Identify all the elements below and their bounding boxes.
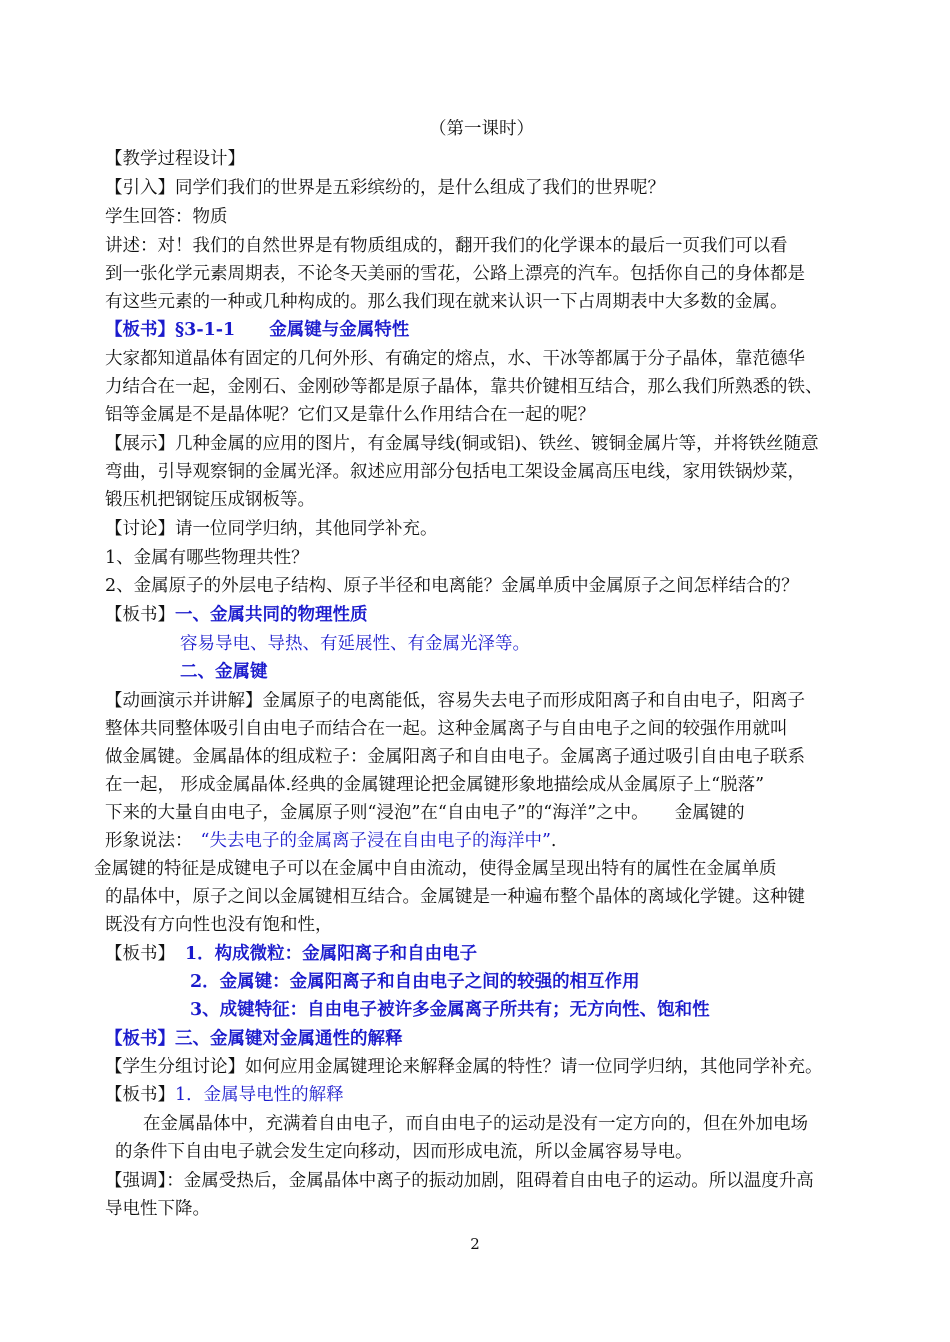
paragraph-line: 既没有方向性也没有饱和性， xyxy=(105,915,333,935)
board-heading: 【板书】§3-1-1 金属键与金属特性 xyxy=(105,320,410,340)
board-line: 二、金属键 xyxy=(180,662,268,682)
paragraph-line: 下来的大量自由电子，金属原子则“浸泡”在“自由电子”的“海洋”之中。 金属键的 xyxy=(105,803,745,823)
board-line: 2．金属键：金属阳离子和自由电子之间的较强的相互作用 xyxy=(190,972,640,992)
paragraph-line: 讲述：对！我们的自然世界是有物质组成的，翻开我们的化学课本的最后一页我们可以看 xyxy=(105,236,788,256)
student-answer: 学生回答：物质 xyxy=(105,207,228,227)
paragraph-line: 【讨论】请一位同学归纳，其他同学补充。 xyxy=(105,519,438,539)
page-number: 2 xyxy=(470,1235,480,1253)
paragraph-line: 形象说法： “失去电子的金属离子浸在自由电子的海洋中”. xyxy=(105,831,557,851)
board-line: 容易导电、导热、有延展性、有金属光泽等。 xyxy=(180,634,530,654)
paragraph-line: 【学生分组讨论】如何应用金属键理论来解释金属的特性？请一位同学归纳，其他同学补充。 xyxy=(105,1057,823,1077)
list-item: 1、金属有哪些物理共性？ xyxy=(105,548,309,568)
paragraph-line: 在一起， 形成金属晶体.经典的金属键理论把金属键形象地描绘成从金属原子上“脱落” xyxy=(105,775,765,795)
list-item: 2、金属原子的外层电子结构、原子半径和电离能？金属单质中金属原子之间怎样结合的？ xyxy=(105,576,799,596)
paragraph-line: 【展示】几种金属的应用的图片，有金属导线(铜或铝)、铁丝、镀铜金属片等，并将铁丝随意 xyxy=(105,434,819,454)
paragraph-line: 【动画演示并讲解】金属原子的电离能低，容易失去电子而形成阳离子和自由电子，阳离子 xyxy=(105,691,805,711)
paragraph-line: 【强调】：金属受热后，金属晶体中离子的振动加剧，阻碍着自由电子的运动。所以温度升高 xyxy=(105,1171,814,1191)
paragraph-line: 金属键的特征是成键电子可以在金属中自由流动，使得金属呈现出特有的属性在金属单质 xyxy=(94,859,777,879)
section-heading: 【教学过程设计】 xyxy=(105,149,245,169)
paragraph-line: 在金属晶体中，充满着自由电子，而自由电子的运动是没有一定方向的，但在外加电场 xyxy=(143,1114,808,1134)
board-line: 【板书】一、金属共同的物理性质 xyxy=(105,605,368,625)
paragraph-line: 铝等金属是不是晶体呢？它们又是靠什么作用结合在一起的呢？ xyxy=(105,405,595,425)
board-line: 【板书】1．金属导电性的解释 xyxy=(105,1085,344,1105)
paragraph-line: 弯曲，引导观察铜的金属光泽。叙述应用部分包括电工架设金属高压电线，家用铁锅炒菜， xyxy=(105,462,805,482)
paragraph-line: 大家都知道晶体有固定的几何外形、有确定的熔点，水、干冰等都属于分子晶体，靠范德华 xyxy=(105,349,805,369)
intro-line: 【引入】同学们我们的世界是五彩缤纷的，是什么组成了我们的世界呢？ xyxy=(105,178,665,198)
paragraph-line: 做金属键。金属晶体的组成粒子：金属阳离子和自由电子。金属离子通过吸引自由电子联系 xyxy=(105,747,805,767)
board-line: 3、成键特征：自由电子被许多金属离子所共有；无方向性、饱和性 xyxy=(190,1000,710,1020)
paragraph-line: 有这些元素的一种或几种构成的。那么我们现在就来认识一下占周期表中大多数的金属。 xyxy=(105,292,788,312)
paragraph-line: 导电性下降。 xyxy=(105,1199,210,1219)
paragraph-line: 整体共同整体吸引自由电子而结合在一起。这种金属离子与自由电子之间的较强作用就叫 xyxy=(105,719,788,739)
board-line: 【板书】 1．构成微粒：金属阳离子和自由电子 xyxy=(105,944,478,964)
lesson-subtitle: （第一课时） xyxy=(429,119,534,139)
paragraph-line: 力结合在一起，金刚石、金刚砂等都是原子晶体，靠共价键相互结合，那么我们所熟悉的铁、 xyxy=(105,377,823,397)
paragraph-line: 的条件下自由电子就会发生定向移动，因而形成电流，所以金属容易导电。 xyxy=(115,1142,693,1162)
paragraph-line: 的晶体中，原子之间以金属键相互结合。金属键是一种遍布整个晶体的离域化学键。这种键 xyxy=(105,887,805,907)
board-heading: 【板书】三、金属键对金属通性的解释 xyxy=(105,1029,403,1049)
paragraph-line: 锻压机把钢锭压成钢板等。 xyxy=(105,490,315,510)
paragraph-line: 到一张化学元素周期表，不论冬天美丽的雪花，公路上漂亮的汽车。包括你自己的身体都是 xyxy=(105,264,805,284)
